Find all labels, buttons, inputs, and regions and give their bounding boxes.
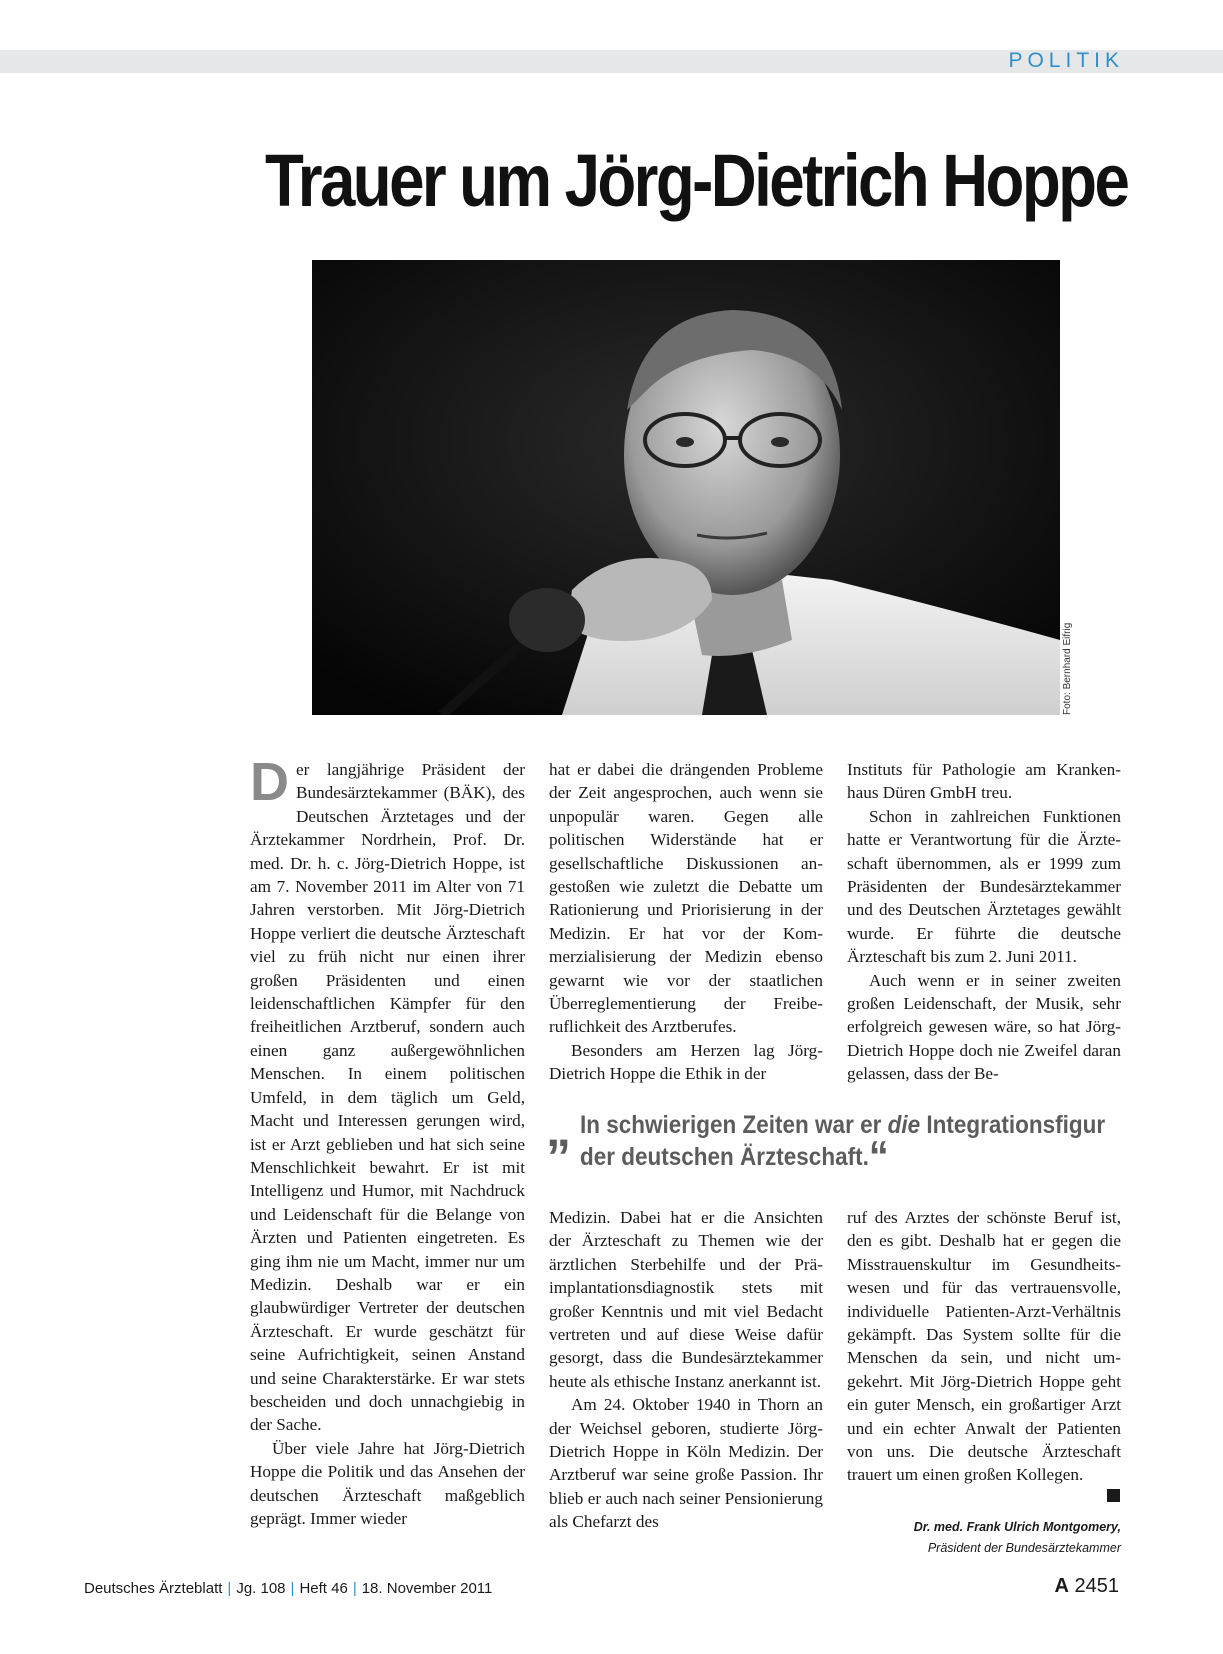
column-2-paragraph-1: hat er dabei die drängenden Probleme der Zeit angesprochen, auch wenn sie unpopulär waren. Gegen alle politischen Widerstände hat er gesellschaftliche Diskussionen angestoßen wie zuletzt die Debatte um Rationierung und Priorisierung in der Medizin. Er hat vor der Kommerzialisierung der Medizin ebenso gewarnt wie vor der staatlichen Überreglementierung der Freiberuflichkeit des Arztberufes. [549,760,823,1037]
signature-name: Dr. med. Frank Ulrich Montgomery, [913,1520,1121,1534]
portrait-photo [312,260,1060,715]
pull-quote-line-2: der deutschen Ärzteschaft.“ [580,1132,889,1181]
photo-credit: Foto: Bernhard Eifrig [1062,622,1073,715]
column-3-paragraph-1: Instituts für Pathologie am Krankenhaus Düren GmbH treu. [847,760,1121,803]
headline: Trauer um Jörg-Dietrich Hoppe [265,139,1128,222]
column-1-paragraph-2: Über viele Jahre hat Jörg-Dietrich Hoppe die Politik und das Ansehen der deutschen Ärzteschaft maßgeblich geprägt. Immer wieder [250,1438,525,1528]
column-3-paragraph-2: Schon in zahlreichen Funktionen hatte er Verantwortung für die Ärzteschaft übernommen, als er 1999 zum Präsidenten der Bundesärztekammer und des Deutschen Ärztetages gewählt wurde. Er führte die deutsche Ärzteschaft bis zum 2. Juni 2011. [847,806,1121,967]
pull-quote-line-1: In schwierigen Zeiten war er die Integrationsfigur [580,1111,1106,1139]
footer-citation: Deutsches Ärzteblatt | Jg. 108 | Heft 46 | 18. November 2011 [84,1580,493,1597]
quote-open-mark: „ [546,1101,571,1157]
section-label: POLITIK [1008,49,1124,72]
drop-cap: D [250,752,289,812]
article-column-3-top [847,758,1121,1086]
column-2-paragraph-2: Besonders am Herzen lag Jörg-Dietrich Hoppe die Ethik in der [549,1040,823,1084]
article-column-2-top [549,758,823,1086]
column-3-paragraph-4: ruf des Arztes der schönste Beruf ist, den es gibt. Deshalb hat er gegen die Misstrauenskultur im Gesundheitswesen und für das vertrauensvolle, individuelle Patienten-Arzt-Verhältnis gekämpft. Das System sollte für die Menschen da sein, und nicht umgekehrt. Mit Jörg-Dietrich Hoppe geht ein guter Mensch, ein großartiger Arzt und ein echter Anwalt der Patienten von uns. Die deutsche Ärzteschaft trauert um einen großen Kollegen. [847,1208,1121,1485]
column-3-paragraph-3: Auch wenn er in seiner zweiten großen Leidenschaft, der Musik, sehr erfolgreich gewesen wäre, so hat Jörg-Dietrich Hoppe doch nie Zweifel daran gelassen, dass der Be- [847,970,1121,1084]
page-number: A 2451 [1054,1575,1119,1597]
end-mark [1107,1489,1120,1502]
journal-name: Deutsches Ärzteblatt [84,1580,223,1597]
column-2-paragraph-3: Medizin. Dabei hat er die Ansichten der Ärzteschaft zu Themen wie der ärztlichen Sterbehilfe und der Präimplantationsdiagnostik stets mit großer Kenntnis und mit viel Bedacht vertreten und auf diese Weise dafür gesorgt, dass die Bundesärztekammer heute als ethische Instanz anerkannt ist. [549,1208,823,1391]
quote-close-mark: “ [868,1132,889,1181]
article-column-2-bottom [549,1206,823,1534]
column-2-paragraph-4: Am 24. Oktober 1940 in Thorn an der Weichsel geboren, studierte Jörg-Dietrich Hoppe in Köln Medizin. Der Arztberuf war seine große Passion. Ihr blieb er auch nach seiner Pensionierung als Chefarzt des [549,1395,823,1532]
journal-date: 18. November 2011 [361,1580,493,1597]
column-1-paragraph-1: er langjährige Präsident der Bundesärztekammer (BÄK), des Deutschen Ärztetages und der Ärztekammer Nordrhein, Prof. Dr. med. Dr. h. c. Jörg-Dietrich Hoppe, ist am 7. November 2011 im Alter von 71 Jahren verstorben. Mit Jörg-Dietrich Hoppe verliert die deutsche Ärzteschaft viel zu früh nicht nur einen ihrer großen Präsidenten und einen leidenschaftlichen Kämpfer für den freiheitlichen Arztberuf, sondern auch einen ganz außergewöhnlichen Menschen. In einem politischen Umfeld, in dem täglich um Geld, Macht und Interessen gerungen wird, ist er Arzt geblieben und hat sich seine Menschlichkeit bewahrt. Er ist mit Intelligenz und Humor, mit Nachdruck und Leidenschaft für die Belange von Ärzten und Patienten eingetreten. Es ging ihm nie um Macht, immer nur um Medizin. Deshalb war er ein glaubwürdiger Vertreter der deutschen Ärzteschaft. Er wurde geschätzt für seine Aufrichtigkeit, seinen Anstand und seine Charakterstärke. Er war stets bescheiden und doch unnachgiebig in der Sache. [250,760,525,1435]
journal-issue: Heft 46 [299,1580,348,1597]
signature-role: Präsident der Bundesärztekammer [927,1541,1121,1555]
journal-volume: Jg. 108 [236,1580,286,1597]
signature [914,1517,1121,1559]
article-column-1 [250,752,525,1530]
article-column-3-bottom [847,1206,1121,1487]
portrait-illustration [312,260,1060,715]
